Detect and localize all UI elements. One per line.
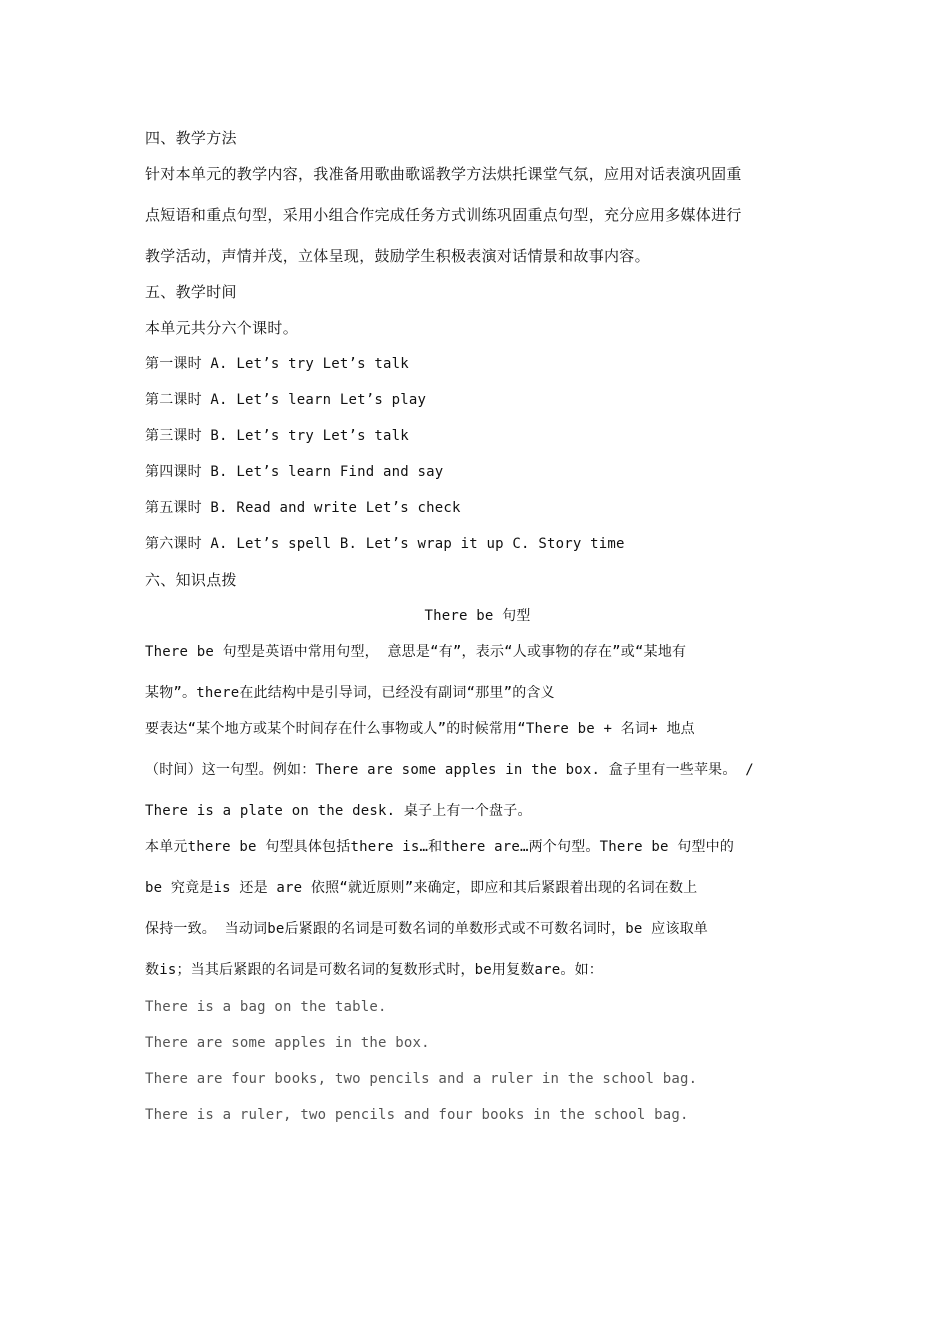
lesson-item: 第一课时 A. Let’s try Let’s talk <box>145 356 409 372</box>
subtitle-there-be: There be 句型 <box>424 608 531 624</box>
lesson-item: 第五课时 B. Read and write Let’s check <box>145 500 461 516</box>
explanation-line: 保持一致。 当动词be后紧跟的名词是可数名词的单数形式或不可数名词时，be 应该取单 <box>145 921 708 937</box>
explanation-line: 要表达“某个地方或某个时间存在什么事物或人”的时候常用“There be + 名词+ 地点 <box>145 721 695 737</box>
example-sentence: There are some apples in the box. <box>145 1035 430 1051</box>
section-heading-knowledge-points: 六、知识点拨 <box>145 571 237 589</box>
explanation-line: 数is；当其后紧跟的名词是可数名词的复数形式时，be用复数are。如： <box>145 962 603 978</box>
document-page <box>145 0 810 1344</box>
explanation-line: be 究竟是is 还是 are 依照“就近原则”来确定，即应和其后紧跟着出现的名词在数上 <box>145 880 698 896</box>
section-heading-teaching-methods: 四、教学方法 <box>145 129 237 147</box>
explanation-line: There is a plate on the desk. 桌子上有一个盘子。 <box>145 803 532 819</box>
lesson-item: 第二课时 A. Let’s learn Let’s play <box>145 392 427 408</box>
example-sentence: There is a bag on the table. <box>145 999 387 1015</box>
example-sentence: There is a ruler, two pencils and four books in the school bag. <box>145 1107 689 1123</box>
paragraph-line: 点短语和重点句型，采用小组合作完成任务方式训练巩固重点句型，充分应用多媒体进行 <box>145 206 742 224</box>
explanation-line: There be 句型是英语中常用句型， 意思是“有”，表示“人或事物的存在”或“某地有 <box>145 644 687 660</box>
explanation-line: 本单元there be 句型具体包括there is…和there are…两个句型。There be 句型中的 <box>145 839 735 855</box>
explanation-line: 某物”。there在此结构中是引导词，已经没有副词“那里”的含义 <box>145 685 555 701</box>
lesson-item: 第六课时 A. Let’s spell B. Let’s wrap it up C. Story time <box>145 536 625 552</box>
lesson-intro: 本单元共分六个课时。 <box>145 319 299 337</box>
explanation-line: （时间）这一句型。例如：There are some apples in the box. 盒子里有一些苹果。 / <box>145 762 754 778</box>
lesson-item: 第四课时 B. Let’s learn Find and say <box>145 464 444 480</box>
section-heading-teaching-time: 五、教学时间 <box>145 283 237 301</box>
lesson-item: 第三课时 B. Let’s try Let’s talk <box>145 428 409 444</box>
paragraph-line: 教学活动，声情并茂，立体呈现，鼓励学生积极表演对话情景和故事内容。 <box>145 247 650 265</box>
paragraph-line: 针对本单元的教学内容，我准备用歌曲歌谣教学方法烘托课堂气氛，应用对话表演巩固重 <box>145 165 742 183</box>
example-sentence: There are four books, two pencils and a ruler in the school bag. <box>145 1071 698 1087</box>
